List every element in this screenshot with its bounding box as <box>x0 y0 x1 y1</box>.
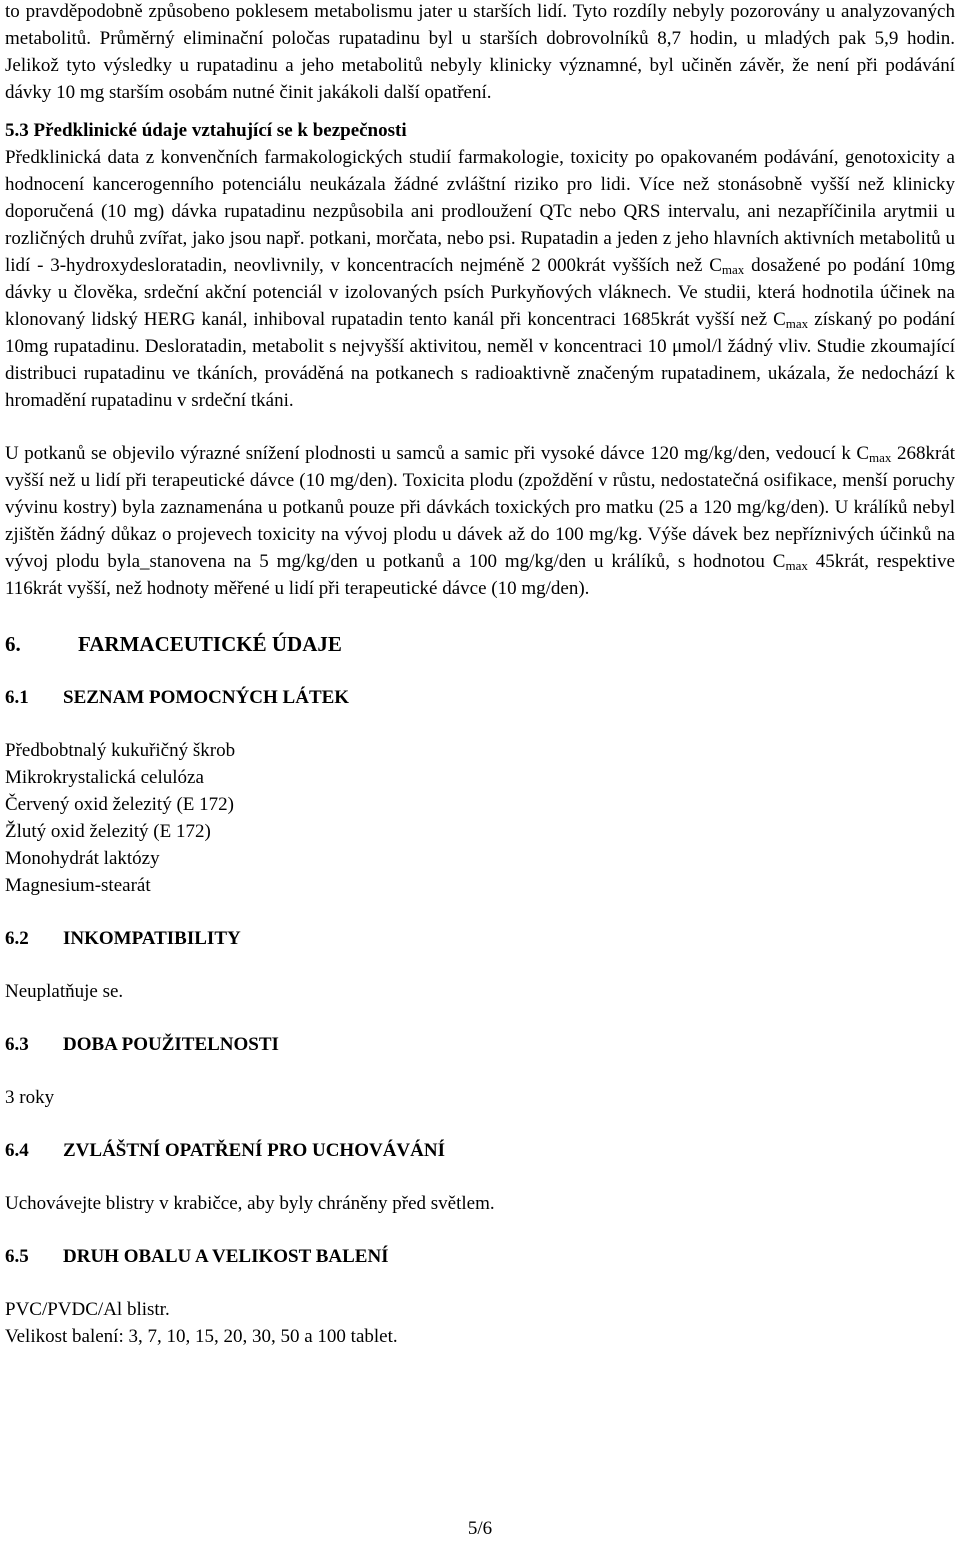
list-item: Předbobtnalý kukuřičný škrob <box>5 740 236 761</box>
section-6-5-heading: 6.5 DRUH OBALU A VELIKOST BALENÍ <box>5 1246 389 1267</box>
intro-paragraph: to pravděpodobně způsobeno poklesem metabolismu jater u starších lidí. Tyto rozdíly nebyly pozorovány u analyzovaných metabolitů. Průměrný eliminační poločas rupatadinu byl u starších dobrovolníků 8,7 hodin, u mladých pak 5,9 hodin. Jelikož tyto výsledky u rupatadinu a jeho metabolitů nebyly klinicky významné, byl učiněn závěr, že není při podávání dávky 10 mg starším osobám nutné činit jakákoli další opatření. <box>5 1 955 103</box>
section-6-3-heading: 6.3 DOBA POUŽITELNOSTI <box>5 1034 279 1055</box>
section-5-3-heading: 5.3 Předklinické údaje vztahující se k bezpečnosti <box>5 120 407 141</box>
section-6-3-text: 3 roky <box>5 1087 55 1108</box>
section-6-heading: 6. FARMACEUTICKÉ ÚDAJE <box>5 632 342 656</box>
list-item: Žlutý oxid železitý (E 172) <box>5 821 211 842</box>
list-item: Červený oxid železitý (E 172) <box>5 794 234 815</box>
list-item: Magnesium-stearát <box>5 875 151 896</box>
list-item: Monohydrát laktózy <box>5 848 160 869</box>
section-6-2-heading: 6.2 INKOMPATIBILITY <box>5 928 241 949</box>
document-page <box>5 0 955 1350</box>
section-6-4-heading: 6.4 ZVLÁŠTNÍ OPATŘENÍ PRO UCHOVÁVÁNÍ <box>5 1140 445 1161</box>
section-6-5-line-2: Velikost balení: 3, 7, 10, 15, 20, 30, 50 a 100 tablet. <box>5 1326 398 1347</box>
section-6-2-text: Neuplatňuje se. <box>5 981 124 1002</box>
section-5-3-paragraph-1: Předklinická data z konvenčních farmakologických studií farmakologie, toxicity po opakovaném podávání, genotoxicity a hodnocení kancerogenního potenciálu neukázala žádné zvláštní riziko pro lidi. Více než stonásobně vyšší než klinicky doporučená (10 mg) dávka rupatadinu nezpůsobila ani prodloužení QTc nebo QRS intervalu, ani nezapříčinila arytmii u rozličných druhů zvířat, jako jsou např. potkani, morčata, nebo psi. Rupatadin a jeden z jeho hlavních aktivních metabolitů u lidí - 3-hydroxydesloratadin, neovlivnily, v koncentracích nejméně 2 000krát vyšších než $C_{max}$ dosažené po podání 10mg dávky u člověka, srdeční akční potenciál v izolovaných psích Purkyňových vláknech. Ve studii, která hodnotila účinek na klonovaný lidský HERG kanál, inhiboval rupatadin tento kanál při koncentraci 1685krát vyšší než $C_{max}$ získaný po podání 10mg rupatadinu. Desloratadin, metabolit s nejvyšší aktivitou, neměl v koncentraci 10 μmol/l žádný vliv. Studie zkoumající distribuci rupatadinu ve tkáních, prováděná na potkanech s radioaktivně značeným rupatadinem, ukázala, že nedochází k hromadění rupatadinu v srdeční tkáni. <box>5 147 955 411</box>
list-item: Mikrokrystalická celulóza <box>5 767 204 788</box>
section-5-3-paragraph-2: U potkanů se objevilo výrazné snížení plodnosti u samců a samic při vysoké dávce 120 mg/kg/den, vedoucí k $C_{max}$ 268krát vyšší než u lidí při terapeutické dávce (10 mg/den). Toxicita plodu (zpoždění v růstu, nedostatečná osifikace, menší poruchy vývinu kostry) byla zaznamenána u potkanů pouze při dávkách toxických pro matku (25 a 120 mg/kg/den). U králíků nebyl zjištěn žádný důkaz o projevech toxicity na vývoj plodu u dávek až do 100 mg/kg. Výše dávek bez nepříznivých účinků na vývoj plodu byla_stanovena na 5 mg/kg/den u potkanů a 100 mg/kg/den u králíků, s hodnotou $C_{max}$ 45krát, respektive 116krát vyšší, než hodnoty měřené u lidí při terapeutické dávce (10 mg/den). <box>5 443 955 599</box>
page-number: 5/6 <box>467 1518 493 1539</box>
section-6-4-text: Uchovávejte blistry v krabičce, aby byly chráněny před světlem. <box>5 1193 495 1214</box>
excipients-list <box>5 737 955 899</box>
section-6-5-line-1: PVC/PVDC/Al blistr. <box>5 1299 170 1320</box>
section-6-1-heading: 6.1 SEZNAM POMOCNÝCH LÁTEK <box>5 687 350 708</box>
